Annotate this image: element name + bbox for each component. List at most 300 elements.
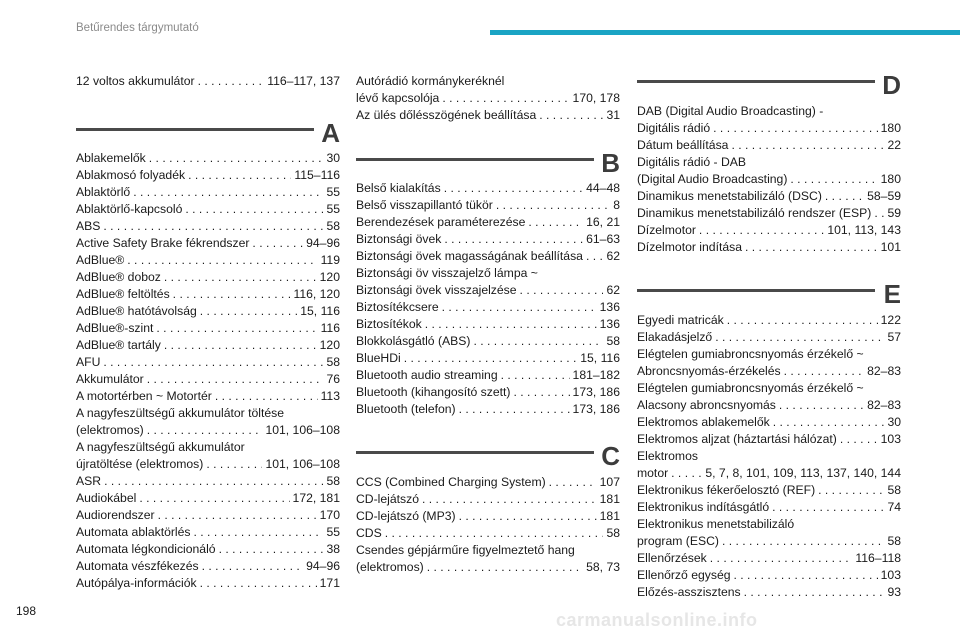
entry-term-line: Automata vészfékezés	[76, 559, 199, 573]
entry-page-ref: 62	[606, 283, 620, 297]
leader-dots	[198, 73, 265, 90]
entry-term-row	[76, 184, 340, 201]
leader-dots	[127, 252, 317, 269]
entry-page-ref: 107	[599, 475, 620, 489]
leader-dots	[734, 567, 878, 584]
index-entry	[356, 542, 620, 576]
leader-dots	[404, 350, 578, 367]
section-rule	[356, 158, 594, 161]
leader-dots	[139, 490, 289, 507]
entry-term-line: Elakadásjelző	[637, 330, 713, 344]
entry-page-ref: 116, 120	[293, 287, 340, 301]
entry-page-ref: 120	[319, 338, 340, 352]
entry-term-row	[637, 465, 901, 482]
entry-term-row	[76, 235, 340, 252]
section-letter: E	[883, 279, 901, 309]
entry-term-line: Ablaktörlő	[76, 185, 131, 199]
index-entry	[76, 337, 340, 354]
leader-dots	[773, 414, 885, 431]
entry-term-line: A nagyfeszültségű akkumulátor	[76, 440, 245, 454]
index-entry	[76, 541, 340, 558]
entry-term-row	[76, 456, 340, 473]
index-entry	[76, 201, 340, 218]
entry-page-ref: 172, 181	[292, 491, 340, 505]
entry-term-line: Elektromos aljzat (háztartási hálózat)	[637, 432, 837, 446]
entry-term-row	[356, 197, 620, 214]
entry-term-row	[76, 541, 340, 558]
entry-term-row	[356, 214, 620, 231]
entry-term-row	[76, 201, 340, 218]
entry-term-line: Biztosítékcsere	[356, 300, 439, 314]
index-entry	[356, 265, 620, 299]
entry-term-row	[356, 508, 620, 525]
entry-page-ref: 116	[320, 321, 340, 335]
entry-term-line: Audiokábel	[76, 491, 137, 505]
index-entry	[76, 167, 340, 184]
index-entry	[76, 388, 340, 405]
entry-term-row	[76, 252, 340, 269]
entry-term-row	[637, 584, 901, 601]
leader-dots	[459, 401, 570, 418]
leader-dots	[425, 316, 597, 333]
entry-page-ref: 136	[599, 317, 620, 331]
leader-dots	[745, 239, 878, 256]
index-entry	[76, 252, 340, 269]
leader-dots	[158, 507, 317, 524]
index-entry	[76, 439, 340, 473]
section-letter: C	[601, 441, 620, 471]
entry-page-ref: 38	[326, 542, 340, 556]
entry-term-row	[76, 73, 340, 90]
entry-term-row	[637, 120, 901, 137]
entry-page-ref: 82–83	[867, 398, 901, 412]
entry-page-ref: 116–118	[855, 551, 901, 565]
entry-page-ref: 180	[880, 172, 901, 186]
entry-page-ref: 8	[613, 198, 620, 212]
entry-term-line: AFU	[76, 355, 101, 369]
index-entry	[356, 107, 620, 124]
index-entry	[637, 346, 901, 380]
entry-term-row	[76, 473, 340, 490]
entry-page-ref: 59	[887, 206, 901, 220]
entry-term-line: ABS	[76, 219, 101, 233]
entry-term-line: Elektronikus indításgátló	[637, 500, 770, 514]
entry-term-line: motor	[637, 466, 669, 480]
index-entry	[637, 584, 901, 601]
entry-term-line: CCS (Combined Charging System)	[356, 475, 546, 489]
entry-term-line: Active Safety Brake fékrendszer	[76, 236, 250, 250]
entry-term-row	[356, 107, 620, 124]
leader-dots	[173, 286, 291, 303]
leader-dots	[513, 384, 569, 401]
entry-term-line: 12 voltos akkumulátor	[76, 74, 195, 88]
leader-dots	[744, 584, 885, 601]
entry-page-ref: 115–116	[294, 168, 340, 182]
entry-term-line: Digitális rádió	[637, 121, 711, 135]
entry-page-ref: 58	[326, 355, 340, 369]
entry-term-line: Csendes gépjárműre figyelmeztető hang	[356, 543, 575, 557]
entry-term-row	[637, 533, 901, 550]
index-entry	[356, 197, 620, 214]
entry-page-ref: 55	[326, 185, 340, 199]
leader-dots	[539, 107, 603, 124]
entry-term-row	[76, 320, 340, 337]
entry-term-line: újratöltése (elektromos)	[76, 457, 204, 471]
entry-term-line: AdBlue® tartály	[76, 338, 161, 352]
leader-dots	[528, 214, 583, 231]
leader-dots	[206, 456, 262, 473]
index-entry	[356, 350, 620, 367]
entry-term-row	[76, 286, 340, 303]
index-entry	[76, 303, 340, 320]
leader-dots	[200, 575, 317, 592]
entry-term-line: Autórádió kormánykeréknél	[356, 74, 505, 88]
entry-term-row	[356, 384, 620, 401]
entry-term-line: Ablakemelők	[76, 151, 146, 165]
entry-term-line: Dízelmotor	[637, 223, 696, 237]
entry-term-line: program (ESC)	[637, 534, 719, 548]
entry-term-row	[637, 414, 901, 431]
index-entry	[76, 184, 340, 201]
leader-dots	[200, 303, 297, 320]
entry-term-row	[637, 312, 901, 329]
index-entry	[356, 401, 620, 418]
entry-term-line: Ablaktörlő-kapcsoló	[76, 202, 183, 216]
entry-page-ref: 82–83	[867, 364, 901, 378]
leader-dots	[825, 188, 864, 205]
entry-page-ref: 31	[606, 108, 620, 122]
header-title: Betűrendes tárgymutató	[76, 22, 199, 34]
leader-dots	[444, 180, 583, 197]
entry-term-line: Autópálya-információk	[76, 576, 197, 590]
entry-page-ref: 180	[880, 121, 901, 135]
entry-term-row	[356, 350, 620, 367]
index-entry	[637, 380, 901, 414]
entry-term-line: Dinamikus menetstabilizáló rendszer (ESP)	[637, 206, 872, 220]
entry-page-ref: 58	[606, 334, 620, 348]
index-entry	[637, 154, 901, 188]
entry-page-ref: 103	[880, 568, 901, 582]
section-rule	[637, 289, 875, 292]
entry-term-line: Elektronikus menetstabilizáló	[637, 517, 795, 531]
entry-page-ref: 5, 7, 8, 101, 109, 113, 137, 140, 144	[705, 466, 901, 480]
entry-term-row	[76, 167, 340, 184]
leader-dots	[520, 282, 604, 299]
entry-term-row	[76, 150, 340, 167]
entry-page-ref: 113	[320, 389, 340, 403]
entry-page-ref: 16, 21	[586, 215, 620, 229]
leader-dots	[194, 524, 324, 541]
entry-term-row	[356, 333, 620, 350]
index-entry	[637, 414, 901, 431]
entry-term-row	[637, 137, 901, 154]
entry-term-row	[356, 180, 620, 197]
entry-page-ref: 76	[326, 372, 340, 386]
entry-page-ref: 122	[880, 313, 901, 327]
index-entry	[637, 567, 901, 584]
entry-page-ref: 58	[887, 534, 901, 548]
entry-term-line: Elégtelen gumiabroncsnyomás érzékelő ~	[637, 347, 864, 361]
entry-page-ref: 136	[599, 300, 620, 314]
entry-page-ref: 173, 186	[572, 385, 620, 399]
entry-term-row	[637, 171, 901, 188]
index-entry	[356, 508, 620, 525]
entry-term-row	[637, 431, 901, 448]
leader-dots	[731, 137, 884, 154]
entry-page-ref: 74	[887, 500, 901, 514]
entry-term-line: Ellenőrző egység	[637, 568, 731, 582]
index-entry	[76, 558, 340, 575]
leader-dots	[710, 550, 853, 567]
entry-term-row	[637, 188, 901, 205]
entry-term-row	[356, 367, 620, 384]
entry-page-ref: 170	[319, 508, 340, 522]
entry-term-line: Blokkolásgátló (ABS)	[356, 334, 471, 348]
entry-page-ref: 55	[326, 525, 340, 539]
entry-term-line: AdBlue®	[76, 253, 125, 267]
entry-term-line: lévő kapcsolója	[356, 91, 440, 105]
entry-page-ref: 170, 178	[572, 91, 620, 105]
entry-term-row	[356, 401, 620, 418]
entry-term-line: Biztonsági övek magasságának beállítása	[356, 249, 583, 263]
entry-term-line: Egyedi matricák	[637, 313, 724, 327]
leader-dots	[713, 120, 878, 137]
entry-term-line: Abroncsnyomás-érzékelés	[637, 364, 781, 378]
entry-term-row	[356, 474, 620, 491]
entry-term-row	[76, 575, 340, 592]
entry-term-line: AdBlue® feltöltés	[76, 287, 170, 301]
entry-term-row	[637, 499, 901, 516]
entry-term-line: DAB (Digital Audio Broadcasting) -	[637, 104, 824, 118]
entry-term-line: Ablakmosó folyadék	[76, 168, 186, 182]
index-entry	[356, 491, 620, 508]
leader-dots	[772, 499, 884, 516]
leader-dots	[874, 205, 884, 222]
entry-term-line: ASR	[76, 474, 102, 488]
entry-term-row	[76, 371, 340, 388]
index-entry	[76, 473, 340, 490]
entry-page-ref: 101	[880, 240, 901, 254]
index-entry	[637, 222, 901, 239]
index-entry	[76, 490, 340, 507]
leader-dots	[219, 541, 324, 558]
entry-term-line: Elektronikus fékerőelosztó (REF)	[637, 483, 816, 497]
entry-term-line: Biztonsági öv visszajelző lámpa ~	[356, 266, 538, 280]
entry-page-ref: 94–96	[306, 559, 340, 573]
entry-page-ref: 58–59	[867, 189, 901, 203]
entry-term-line: (elektromos)	[76, 423, 144, 437]
entry-term-line: Alacsony abroncsnyomás	[637, 398, 776, 412]
page-number: 198	[16, 604, 37, 618]
index-entry	[76, 218, 340, 235]
index-entry	[356, 384, 620, 401]
entry-page-ref: 58, 73	[586, 560, 620, 574]
leader-dots	[699, 222, 824, 239]
leader-dots	[784, 363, 865, 380]
entry-term-row	[637, 329, 901, 346]
entry-page-ref: 94–96	[306, 236, 340, 250]
entry-page-ref: 30	[326, 151, 340, 165]
leader-dots	[715, 329, 884, 346]
index-entry	[76, 269, 340, 286]
entry-page-ref: 181	[599, 492, 620, 506]
entry-page-ref: 93	[887, 585, 901, 599]
entry-page-ref: 101, 106–108	[265, 457, 340, 471]
entry-page-ref: 58	[326, 474, 340, 488]
entry-page-ref: 173, 186	[572, 402, 620, 416]
entry-term-row	[76, 354, 340, 371]
leader-dots	[103, 354, 323, 371]
entry-page-ref: 116–117, 137	[267, 74, 340, 88]
entry-term-line: Előzés-asszisztens	[637, 585, 741, 599]
leader-dots	[164, 337, 317, 354]
leader-dots	[185, 201, 323, 218]
leader-dots	[104, 473, 323, 490]
entry-term-line: Berendezések paraméterezése	[356, 215, 526, 229]
index-entry	[356, 525, 620, 542]
leader-dots	[103, 218, 323, 235]
index-entry	[637, 448, 901, 482]
leader-dots	[215, 388, 318, 405]
entry-term-line: Automata légkondicionáló	[76, 542, 216, 556]
index-entry	[76, 524, 340, 541]
leader-dots	[133, 184, 323, 201]
index-entry	[637, 312, 901, 329]
entry-page-ref: 44–48	[586, 181, 620, 195]
index-entry	[76, 354, 340, 371]
index-entry	[637, 329, 901, 346]
index-entry	[637, 431, 901, 448]
watermark: carmanualsonline.info	[556, 610, 758, 630]
entry-page-ref: 22	[887, 138, 901, 152]
entry-term-row	[76, 524, 340, 541]
leader-dots	[147, 371, 324, 388]
leader-dots	[442, 299, 597, 316]
leader-dots	[149, 150, 324, 167]
entry-term-line: Belső visszapillantó tükör	[356, 198, 493, 212]
section-letter: A	[321, 118, 340, 148]
entry-page-ref: 58	[326, 219, 340, 233]
entry-term-row	[356, 282, 620, 299]
section-rule	[76, 128, 314, 131]
entry-term-line: A motortérben ~ Motortér	[76, 389, 212, 403]
entry-term-line: Dátum beállítása	[637, 138, 729, 152]
index-entry	[76, 405, 340, 439]
leader-dots	[427, 559, 583, 576]
leader-dots	[442, 90, 569, 107]
entry-term-line: Dízelmotor indítása	[637, 240, 742, 254]
leader-dots	[252, 235, 303, 252]
index-entry	[637, 188, 901, 205]
leader-dots	[164, 269, 317, 286]
index-entry	[76, 507, 340, 524]
entry-term-row	[356, 90, 620, 107]
section-rule	[356, 451, 594, 454]
leader-dots	[444, 231, 583, 248]
leader-dots	[501, 367, 570, 384]
index-entry	[356, 316, 620, 333]
entry-term-row	[356, 525, 620, 542]
entry-term-line: Ellenőrzések	[637, 551, 707, 565]
entry-term-row	[76, 422, 340, 439]
entry-page-ref: 101, 106–108	[265, 423, 340, 437]
entry-term-row	[637, 550, 901, 567]
index-entry	[76, 150, 340, 167]
index-entry	[637, 137, 901, 154]
leader-dots	[586, 248, 603, 265]
index-entry	[356, 180, 620, 197]
index-entry	[637, 499, 901, 516]
entry-term-line: Biztonsági övek	[356, 232, 442, 246]
entry-page-ref: 15, 116	[300, 304, 340, 318]
entry-page-ref: 30	[887, 415, 901, 429]
entry-term-row	[356, 316, 620, 333]
index-entry	[76, 73, 340, 90]
header-accent-bar	[490, 30, 960, 35]
leader-dots	[156, 320, 317, 337]
entry-page-ref: 120	[319, 270, 340, 284]
entry-term-line: Audiorendszer	[76, 508, 155, 522]
index-entry	[76, 286, 340, 303]
entry-page-ref: 57	[887, 330, 901, 344]
entry-term-line: A nagyfeszültségű akkumulátor töltése	[76, 406, 284, 420]
entry-term-row	[637, 397, 901, 414]
entry-term-line: Belső kialakítás	[356, 181, 441, 195]
leader-dots	[671, 465, 702, 482]
entry-term-line: Bluetooth (kihangosító szett)	[356, 385, 511, 399]
entry-page-ref: 58	[606, 526, 620, 540]
entry-term-line: Akkumulátor	[76, 372, 144, 386]
section-letter: B	[601, 148, 620, 178]
index-entry	[637, 103, 901, 137]
entry-page-ref: 181–182	[572, 368, 620, 382]
entry-page-ref: 119	[320, 253, 340, 267]
entry-term-line: Biztonsági övek visszajelzése	[356, 283, 517, 297]
index-entry	[356, 333, 620, 350]
leader-dots	[202, 558, 303, 575]
entry-term-row	[76, 303, 340, 320]
entry-term-row	[76, 490, 340, 507]
leader-dots	[496, 197, 610, 214]
entry-term-row	[356, 559, 620, 576]
index-entry	[76, 320, 340, 337]
index-entry	[637, 516, 901, 550]
entry-term-line: AdBlue® hatótávolság	[76, 304, 197, 318]
leader-dots	[422, 491, 597, 508]
entry-term-row	[637, 222, 901, 239]
index-entry	[356, 214, 620, 231]
index-entry	[76, 235, 340, 252]
entry-page-ref: 61–63	[586, 232, 620, 246]
entry-term-line: Bluetooth audio streaming	[356, 368, 498, 382]
entry-page-ref: 101, 113, 143	[827, 223, 901, 237]
index-entry	[637, 205, 901, 222]
entry-term-line: (Digital Audio Broadcasting)	[637, 172, 788, 186]
entry-term-line: CDS	[356, 526, 382, 540]
entry-term-row	[76, 269, 340, 286]
entry-term-row	[637, 239, 901, 256]
section-rule	[637, 80, 875, 83]
entry-term-row	[76, 507, 340, 524]
entry-term-line: Az ülés dőlésszögének beállítása	[356, 108, 537, 122]
index-entry	[356, 73, 620, 107]
entry-term-row	[637, 567, 901, 584]
entry-term-line: (elektromos)	[356, 560, 424, 574]
entry-page-ref: 103	[880, 432, 901, 446]
entry-term-line: Bluetooth (telefon)	[356, 402, 456, 416]
leader-dots	[473, 333, 603, 350]
entry-page-ref: 62	[606, 249, 620, 263]
